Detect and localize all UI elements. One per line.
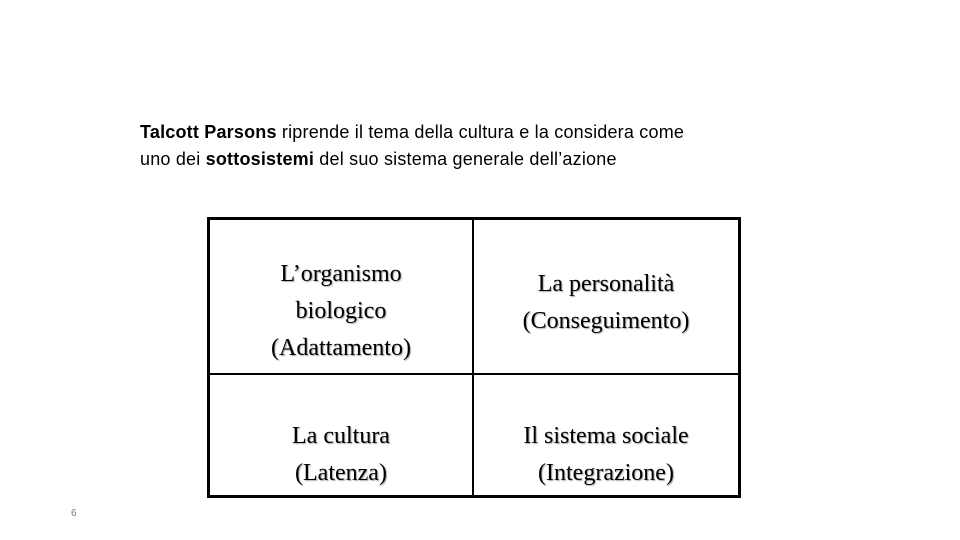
cell-culture: [210, 418, 472, 492]
cell-personality: [474, 266, 738, 340]
subsystems-term: sottosistemi: [205, 149, 315, 169]
cell-line: Il sistema sociale: [523, 423, 689, 449]
grid-horizontal-divider: [207, 373, 741, 375]
cell-biological-organism: [210, 256, 472, 367]
intro-line-2: [140, 146, 840, 173]
intro-line-2-start: uno dei: [140, 149, 206, 169]
cell-line: L’organismo: [280, 261, 402, 287]
author-name: Talcott Parsons: [140, 122, 277, 142]
intro-line-1: [140, 119, 840, 146]
intro-line-2-rest: del suo sistema generale dell’azione: [314, 149, 617, 169]
page-number: 6: [71, 508, 77, 519]
cell-line: La cultura: [292, 423, 390, 449]
cell-line: biologico: [295, 298, 387, 324]
cell-line: (Latenza): [295, 460, 387, 486]
intro-paragraph: [140, 119, 840, 173]
cell-line: (Adattamento): [271, 335, 411, 361]
cell-line: (Integrazione): [538, 460, 674, 486]
cell-line: La personalità: [537, 271, 675, 297]
cell-social-system: [474, 418, 738, 492]
cell-line: (Conseguimento): [522, 308, 690, 334]
intro-line-1-rest: riprende il tema della cultura e la considera come: [276, 122, 685, 142]
